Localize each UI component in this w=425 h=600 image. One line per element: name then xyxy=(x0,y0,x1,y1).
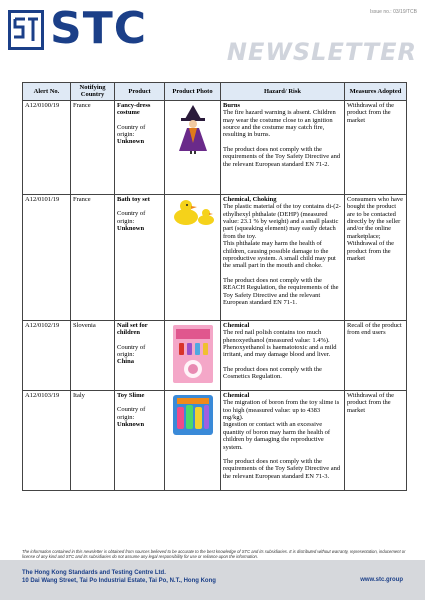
measures-cell: Consumers who have bought the product are to be contacted directly by the seller and/or the online marketplace; Withdrawal of the product from the market xyxy=(345,194,407,320)
page-header xyxy=(0,0,425,78)
company-block xyxy=(22,569,216,585)
hazard-cell xyxy=(221,320,345,390)
hazard-title: Chemical xyxy=(223,321,250,329)
company-address: 10 Dai Wang Street, Tai Po Industrial Estate, Tai Po, N.T., Hong Kong xyxy=(22,578,216,584)
origin-value: Unknown xyxy=(117,421,145,429)
company-name: The Hong Kong Standards and Testing Centre Ltd. xyxy=(22,570,166,576)
newsletter-title: NEWSLETTER xyxy=(226,38,417,66)
hazard-text: The product does not comply with the requirements of the Toy Safety Directive and the relevant European standard EN 71-2. xyxy=(223,145,341,168)
origin-label: Country of origin: xyxy=(117,406,146,421)
stc-logo-text: STC xyxy=(50,3,147,54)
photo-cell xyxy=(165,194,221,320)
stc-logo-icon xyxy=(11,13,41,47)
product-cell xyxy=(115,194,165,320)
product-name: Toy Slime xyxy=(117,391,145,399)
rubber-duck-photo xyxy=(170,197,216,227)
hazard-text: The migration of boron from the toy slime is too high (measured value: up to 4383 mg/kg). xyxy=(223,399,340,422)
origin-value: China xyxy=(117,358,134,366)
col-product-photo: Product Photo xyxy=(165,83,221,101)
photo-cell xyxy=(165,100,221,194)
col-alert-no: Alert No. xyxy=(23,83,71,101)
alert-no-cell: A12/0102/19 xyxy=(23,320,71,390)
alert-no-cell: A12/0101/19 xyxy=(23,194,71,320)
alerts-table xyxy=(22,82,407,491)
col-product: Product xyxy=(115,83,165,101)
witch-costume-photo xyxy=(173,103,213,155)
issue-number: Issue no.: 03/19/TCB xyxy=(370,9,417,15)
nail-set-photo xyxy=(171,323,215,385)
product-name: Fancy-dress costume xyxy=(117,101,151,117)
origin-value: Unknown xyxy=(117,138,145,146)
measures-cell: Recall of the product from end users xyxy=(345,320,407,390)
table-row xyxy=(23,194,407,320)
photo-cell xyxy=(165,320,221,390)
toy-slime-photo xyxy=(169,393,217,437)
alert-no-cell: A12/0103/19 xyxy=(23,390,71,490)
stc-logo-mark xyxy=(8,10,44,50)
hazard-cell xyxy=(221,194,345,320)
col-notifying-country: Notifying Country xyxy=(71,83,115,101)
hazard-cell xyxy=(221,390,345,490)
hazard-text: This phthalate may harm the health of children, causing possible damage to the reproductive system. A small child may put the small part in the mouth and choke. xyxy=(223,240,336,270)
col-measures-adopted: Measures Adopted xyxy=(345,83,407,101)
disclaimer-text: The information contained in this newsletter is obtained from sources believed to be accurate to the best knowledge of STC and its subsidiaries. It is distributed without warranty, representation, inducement or license of any kind and STC and its subsidiaries do not assume any legal responsibility for use or reliance upon the information. xyxy=(22,549,406,559)
hazard-title: Chemical, Choking xyxy=(223,195,277,203)
hazard-cell xyxy=(221,100,345,194)
country-cell: France xyxy=(71,194,115,320)
hazard-text: The product does not comply with the Cosmetics Regulation. xyxy=(223,365,322,381)
hazard-text: The plastic material of the toy contains di-(2-ethylhexyl phthalate (DEHP) (measured value: 23.1 % by weight) and a small plastic part (squeaking element) may easily detach from the toy. xyxy=(223,203,341,240)
col-hazard-risk: Hazard/ Risk xyxy=(221,83,345,101)
product-cell xyxy=(115,390,165,490)
country-cell: Italy xyxy=(71,390,115,490)
photo-cell xyxy=(165,390,221,490)
origin-value: Unknown xyxy=(117,225,145,233)
measures-cell: Withdrawal of the product from the market xyxy=(345,100,407,194)
product-cell xyxy=(115,320,165,390)
hazard-text: The red nail polish contains too much phenoxyethanol (measured value: 1.4%). Phenoxyethanol is haematotoxic and a mild irritant, and may damage blood and liver. xyxy=(223,329,337,359)
origin-label: Country of origin: xyxy=(117,343,146,359)
website-link[interactable]: www.stc.group xyxy=(360,577,403,583)
hazard-title: Chemical xyxy=(223,391,250,399)
hazard-text: The fire hazard warning is absent. Children may wear the costume close to an ignition source and the costume may catch fire, resulting in burns. xyxy=(223,109,336,139)
hazard-text: Ingestion or contact with an excessive quantity of boron may harm the health of children by damaging the reproductive system. xyxy=(223,421,331,451)
product-name: Bath toy set xyxy=(117,195,150,203)
product-name: Nail set for children xyxy=(117,321,148,337)
table-row xyxy=(23,390,407,490)
table-row xyxy=(23,100,407,194)
country-cell: Slovenia xyxy=(71,320,115,390)
alert-no-cell: A12/0100/19 xyxy=(23,100,71,194)
country-cell: France xyxy=(71,100,115,194)
measures-cell: Withdrawal of the product from the market xyxy=(345,390,407,490)
hazard-title: Burns xyxy=(223,101,240,109)
hazard-text: The product does not comply with the requirements of the Toy Safety Directive and the relevant European standard EN 71-3. xyxy=(223,458,341,480)
table-row xyxy=(23,320,407,390)
footer-bar xyxy=(0,560,425,600)
origin-label: Country of origin: xyxy=(117,123,146,139)
product-cell xyxy=(115,100,165,194)
hazard-text: The product does not comply with the REACH Regulation, the requirements of the Toy Safety Directive and the relevant European standard EN 71-1. xyxy=(223,276,339,307)
table-header-row xyxy=(23,83,407,101)
origin-label: Country of origin: xyxy=(117,210,146,225)
